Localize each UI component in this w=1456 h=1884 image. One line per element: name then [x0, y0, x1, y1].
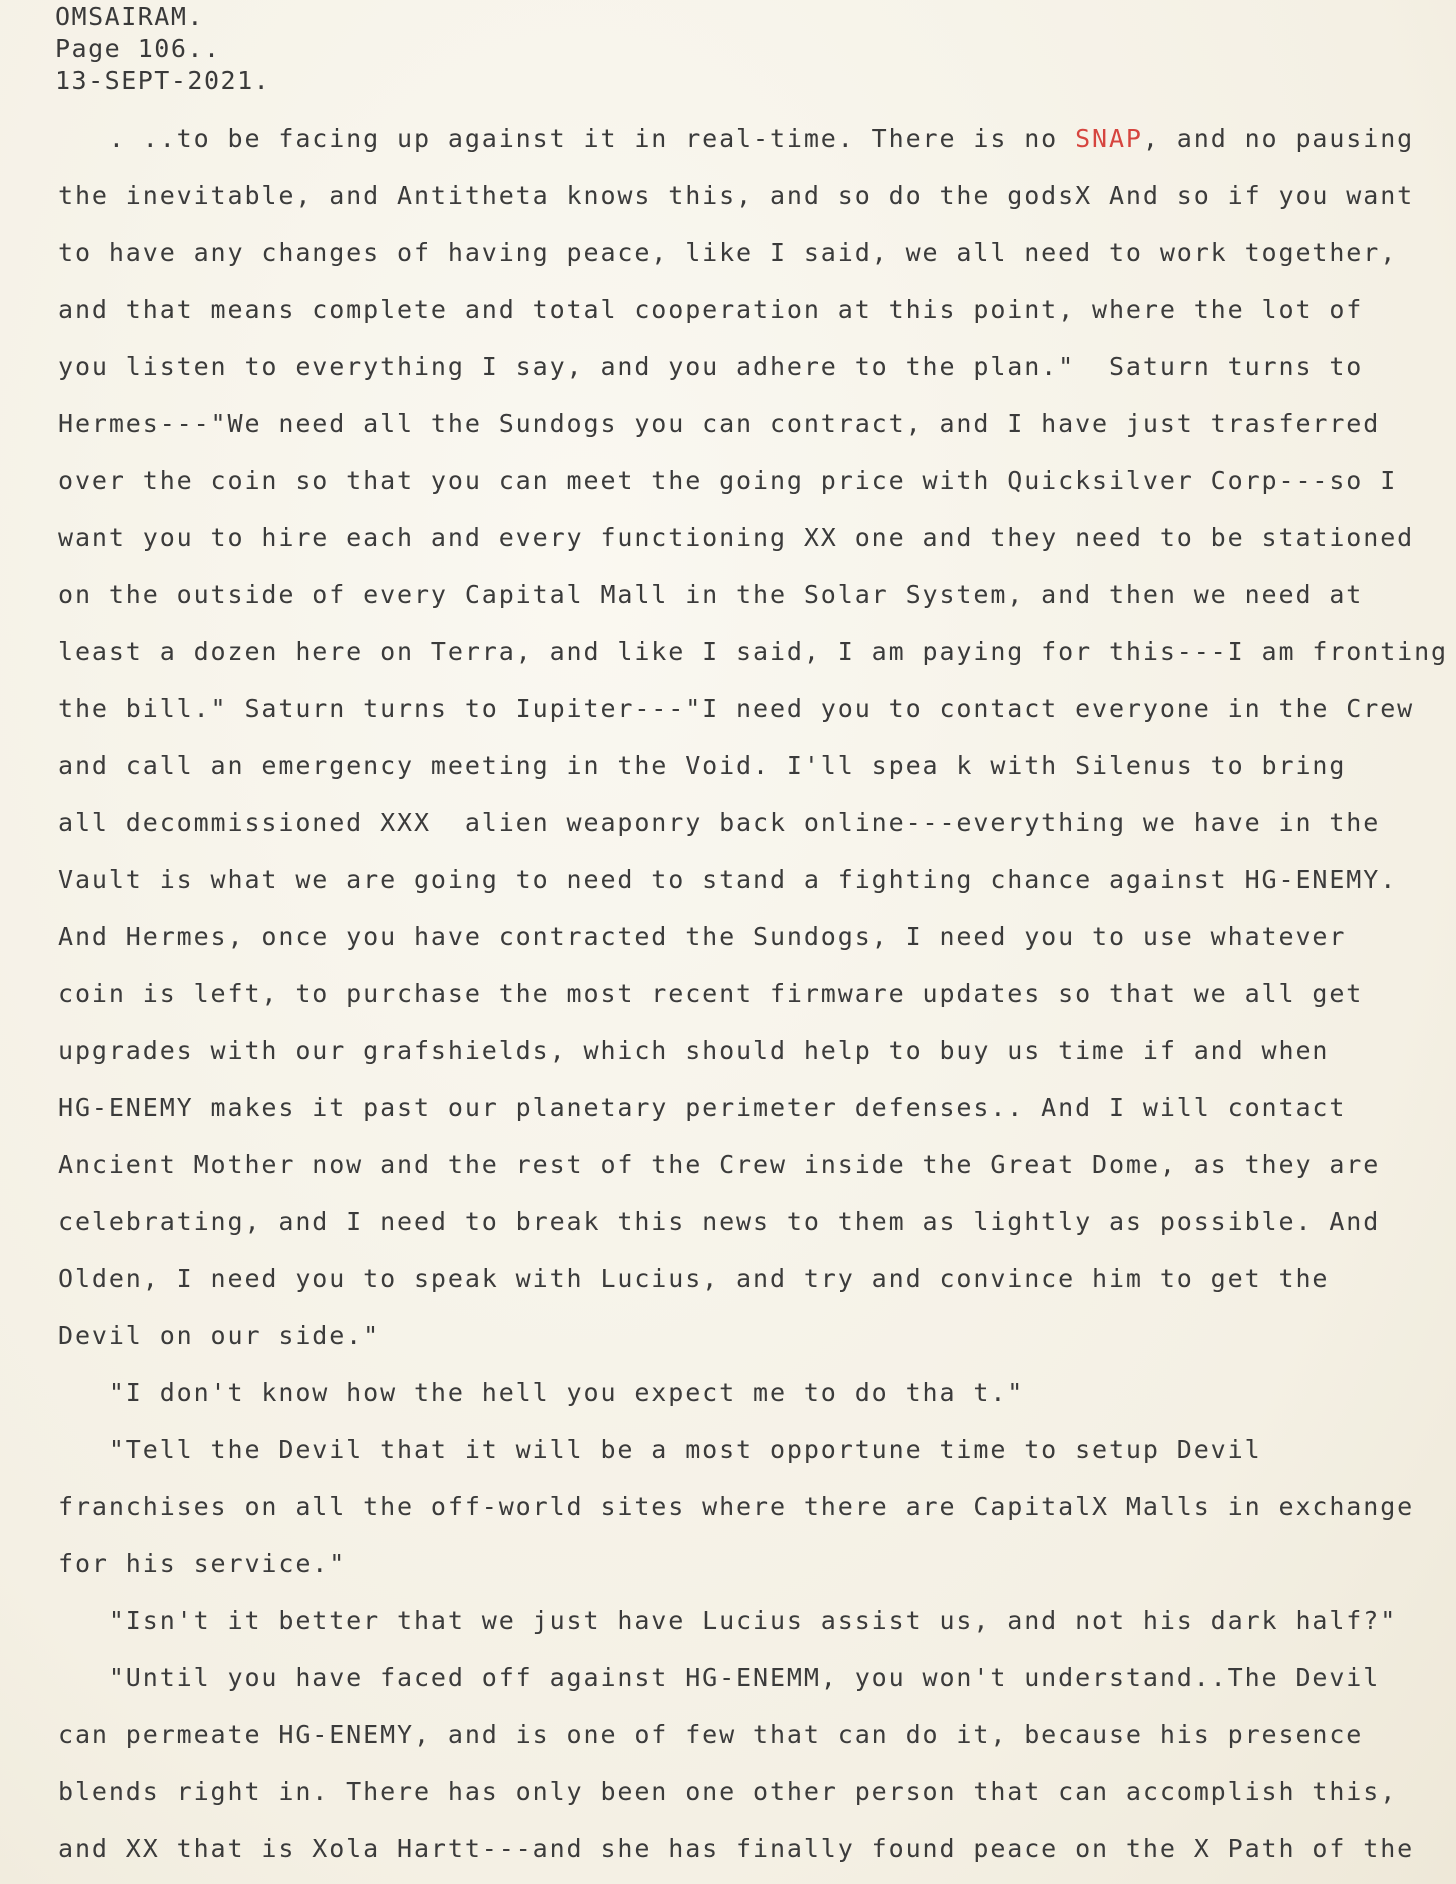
body-line: franchises on all the off-world sites where there are CapitalX Malls in exchange [58, 1492, 1415, 1521]
header-omsairam: OMSAIRAM. [55, 2, 204, 31]
body-line: Olden, I need you to speak with Lucius, and try and convince him to get the [58, 1264, 1330, 1293]
body-line: the bill." Saturn turns to Iupiter---"I need you to contact everyone in the Crew [58, 694, 1415, 723]
body-line: "Isn't it better that we just have Lucius assist us, and not his dark half?" [58, 1606, 1398, 1635]
snap-red-word: SNAP [1075, 124, 1143, 153]
body-line: coin is left, to purchase the most recent firmware updates so that we all get [58, 979, 1364, 1008]
header-date: 13-SEPT-2021. [55, 66, 271, 95]
body-line: Ancient Mother now and the rest of the Crew inside the Great Dome, as they are [58, 1150, 1381, 1179]
body-line: Vault is what we are going to need to stand a fighting chance against HG-ENEMY. [58, 865, 1398, 894]
body-line: and XX that is Xola Hartt---and she has finally found peace on the X Path of the [58, 1834, 1415, 1863]
body-line: "Tell the Devil that it will be a most opportune time to setup Devil [58, 1435, 1262, 1464]
body-line-1-pre: . ..to be facing up against it in real-time. There is no [58, 124, 1076, 153]
header-page-number: Page 106.. [55, 34, 221, 63]
body-line: all decommissioned XXX alien weaponry back online---everything we have in the [58, 808, 1381, 837]
body-line: for his service." [58, 1549, 347, 1578]
body-line: want you to hire each and every functioning XX one and they need to be stationed [58, 523, 1415, 552]
body-line-1 [58, 124, 1456, 153]
body-line: celebrating, and I need to break this news to them as lightly as possible. And [58, 1207, 1381, 1236]
body-line: and call an emergency meeting in the Void. I'll spea k with Silenus to bring [58, 751, 1347, 780]
body-line: least a dozen here on Terra, and like I said, I am paying for this---I am fronting [58, 637, 1449, 666]
body-line: and that means complete and total cooperation at this point, where the lot of [58, 295, 1364, 324]
body-line: HG-ENEMY makes it past our planetary perimeter defenses.. And I will contact [58, 1093, 1347, 1122]
body-line: Hermes---"We need all the Sundogs you can contract, and I have just trasferred [58, 409, 1381, 438]
body-line: blends right in. There has only been one other person that can accomplish this, [58, 1777, 1398, 1806]
body-line: can permeate HG-ENEMY, and is one of few that can do it, because his presence [58, 1720, 1364, 1749]
body-line: on the outside of every Capital Mall in the Solar System, and then we need at [58, 580, 1364, 609]
body-line: "I don't know how the hell you expect me to do tha t." [58, 1378, 1025, 1407]
body-line: over the coin so that you can meet the going price with Quicksilver Corp---so I [58, 466, 1398, 495]
body-line: to have any changes of having peace, like I said, we all need to work together, [58, 238, 1398, 267]
body-line: you listen to everything I say, and you adhere to the plan." Saturn turns to [58, 352, 1364, 381]
body-line: Devil on our side." [58, 1321, 381, 1350]
body-line: And Hermes, once you have contracted the Sundogs, I need you to use whatever [58, 922, 1347, 951]
body-line: the inevitable, and Antitheta knows this, and so do the godsX And so if you want [58, 181, 1415, 210]
body-line-1-post: , and no pausing [1142, 124, 1415, 153]
body-line: "Until you have faced off against HG-ENEMM, you won't understand..The Devil [58, 1663, 1381, 1692]
body-line: upgrades with our grafshields, which should help to buy us time if and when [58, 1036, 1330, 1065]
